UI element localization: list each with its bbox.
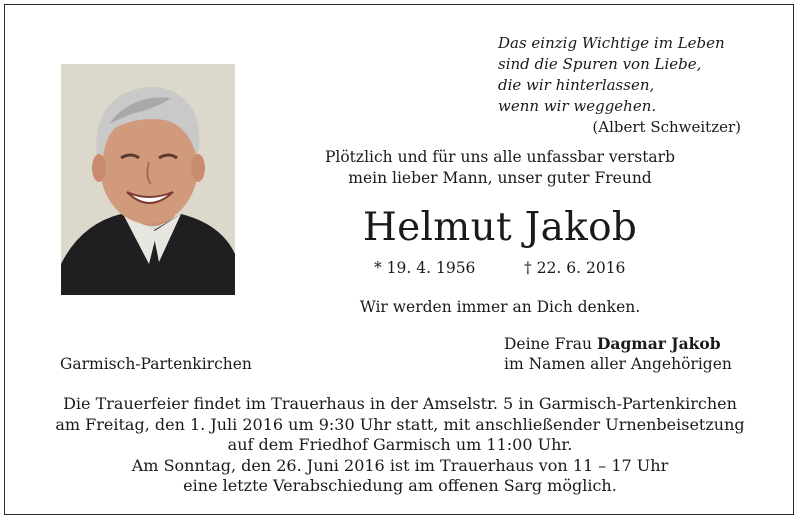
quote-block — [498, 33, 748, 138]
widow-name: Dagmar Jakob — [596, 334, 721, 353]
portrait-illustration — [61, 64, 235, 295]
quote-author: (Albert Schweitzer) — [592, 118, 741, 136]
deceased-name: Helmut Jakob — [362, 205, 638, 250]
service-line: auf dem Friedhof Garmisch um 11:00 Uhr. — [227, 435, 573, 454]
signature-prefix: Deine Frau — [504, 335, 597, 353]
signature-line-2: im Namen aller Angehörigen — [504, 355, 732, 373]
quote-line: wenn wir weggehen. — [498, 97, 657, 115]
announcement-line-1: Plötzlich und für uns alle unfassbar verstarb — [324, 148, 676, 166]
portrait-photo — [61, 64, 235, 295]
birth-date: * 19. 4. 1956 — [374, 259, 476, 277]
quote-line: sind die Spuren von Liebe, — [498, 55, 702, 73]
announcement-line-2: mein lieber Mann, unser guter Freund — [348, 169, 652, 187]
service-info — [40, 394, 760, 497]
service-line: am Freitag, den 1. Juli 2016 um 9:30 Uhr statt, mit anschließender Urnenbeisetzung — [55, 414, 745, 434]
location-text: Garmisch-Partenkirchen — [60, 355, 252, 373]
death-date: † 22. 6. 2016 — [524, 259, 626, 277]
service-line: Am Sonntag, den 26. Juni 2016 ist im Trauerhaus von 11 – 17 Uhr — [131, 455, 669, 475]
signature-line-1 — [504, 333, 721, 355]
service-line: eine letzte Verabschiedung am offenen Sarg möglich. — [183, 476, 617, 495]
remembrance-text: Wir werden immer an Dich denken. — [359, 298, 641, 316]
service-line: Die Trauerfeier findet im Trauerhaus in der Amselstr. 5 in Garmisch-Partenkirchen — [63, 394, 737, 413]
quote-line: die wir hinterlassen, — [498, 76, 655, 94]
quote-line: Das einzig Wichtige im Leben — [498, 34, 725, 52]
